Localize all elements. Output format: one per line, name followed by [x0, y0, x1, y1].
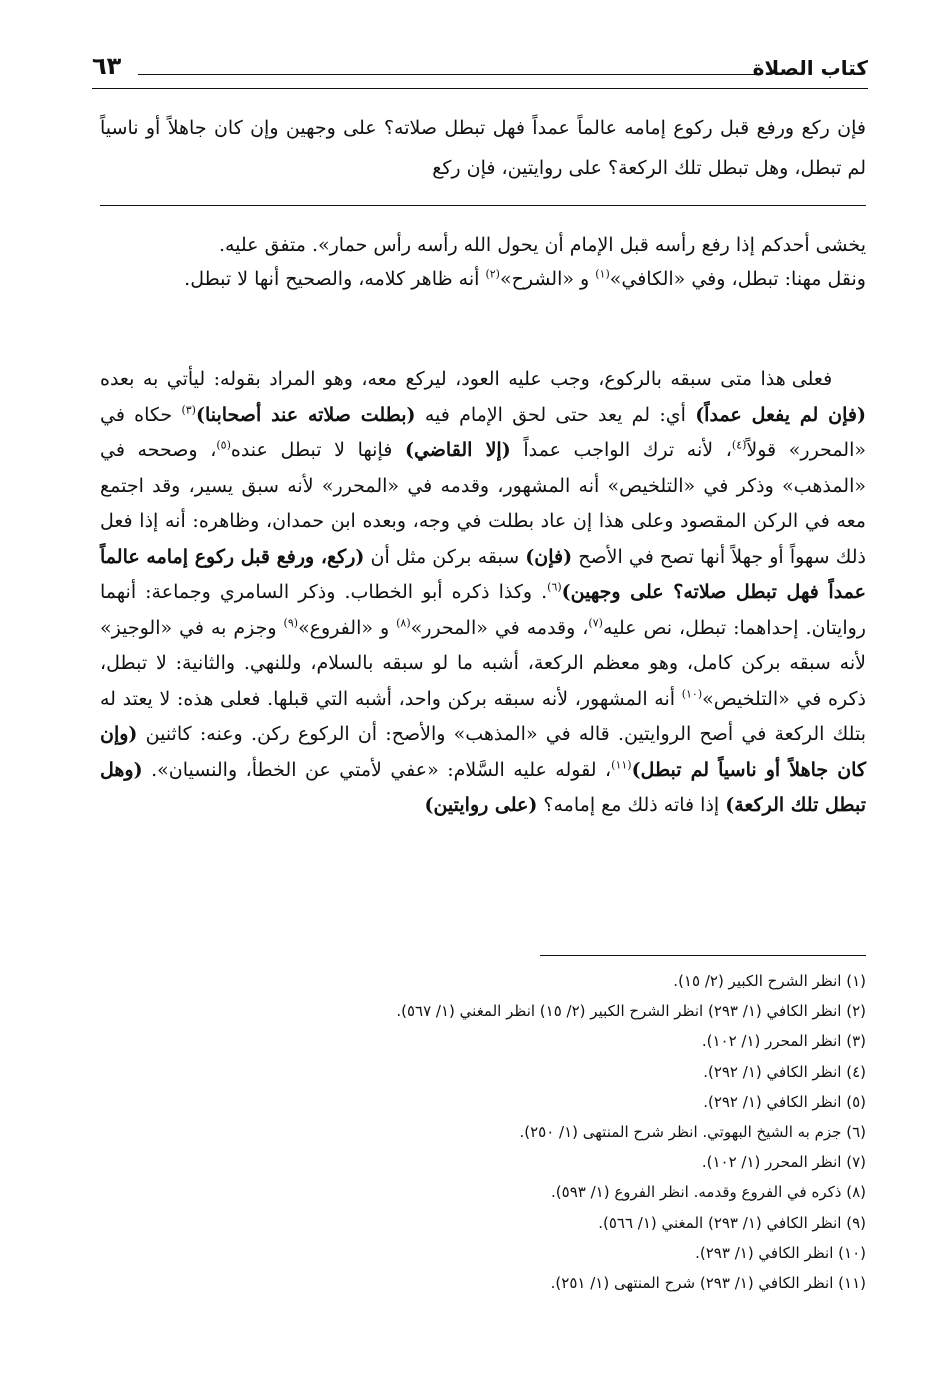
commentary-text: إذا فاته ذلك مع إمامه؟	[537, 794, 726, 816]
commentary-text: سبقه بركن مثل أن	[364, 545, 526, 568]
footnotes-list	[86, 966, 866, 1298]
commentary-paragraph	[100, 362, 866, 824]
commentary-text: أنه المشهور، لأنه سبقه بركن واحد، أشبه التي قبلها. فعلى هذه: لا يعتد له بتلك الركعة في أصح الروايتين. قاله في «المذهب» والأصح: أن الركوع ركن. وعنه: كاثنين	[100, 687, 866, 745]
matn-quote: (فإن لم يفعل عمداً)	[695, 403, 866, 426]
commentary-text: وجزم به في «الوجيز» لأنه سبقه بركن كامل، وهو معظم الركعة، أشبه ما لو سبقه بالسلام، وللنهي. والثانية: لا تبطل، ذكره في «التلخيص»	[100, 616, 866, 710]
footnote-ref: (١)	[595, 267, 610, 281]
matn-quote: (إلا القاضي)	[404, 439, 511, 461]
footnote-item: (١) انظر الشرح الكبير (٢/ ١٥).	[673, 972, 866, 990]
matn-quote: (ركع، ورفع قبل ركوع إمامه عالماً عمداً فهل تبطل صلاته؟ على وجهين)	[100, 545, 866, 603]
footnote-item: (٢) انظر الكافي (١/ ٢٩٣) انظر الشرح الكبير (٢/ ١٥) انظر المغني (١/ ٥٦٧).	[396, 1002, 866, 1021]
header-rule	[138, 74, 756, 75]
footnote-item: (١١) انظر الكافي (١/ ٢٩٣) شرح المنتهى (١/ ٢٥١).	[550, 1274, 866, 1293]
footnote-ref: (٤)	[731, 438, 747, 452]
matn-quote: (وهل تبطل تلك الركعة)	[100, 758, 866, 816]
matn-quote: (وإن كان جاهلاً أو ناسياً لم تبطل)	[100, 723, 866, 781]
book-title: كتاب الصلاة	[752, 56, 868, 80]
page-number: ٦٣	[92, 52, 122, 80]
commentary-text: و «الفروع»	[298, 616, 397, 639]
commentary-text: ، لقوله عليه السَّلام: «عفي لأمتي عن الخطأ، والنسيان».	[142, 758, 612, 781]
hadith-text: ونقل مهنا: تبطل، وفي «الكافي»	[609, 268, 866, 290]
footnote-item: (٨) ذكره في الفروع وقدمه. انظر الفروع (١/ ٥٩٣).	[551, 1183, 866, 1202]
hadith-text: و «الشرح»	[499, 268, 596, 290]
matn-quote: (فإن)	[525, 545, 573, 568]
footnote-ref: (٩)	[283, 616, 299, 630]
commentary-text: أي: لم يعد حتى لحق الإمام فيه	[415, 403, 696, 426]
matn-quote: (على روايتين)	[424, 794, 538, 816]
footnote-item: (٩) انظر الكافي (١/ ٢٩٣) المغني (١/ ٥٦٦).	[598, 1213, 866, 1232]
footnote-ref: (٨)	[396, 616, 411, 630]
commentary-body	[100, 362, 866, 824]
matn-paragraph: فإن ركع ورفع قبل ركوع إمامه عالماً عمداً فهل تبطل صلاته؟ على وجهين وإن كان جاهلاً أو ناسياً لم تبطل، وهل تبطل تلك الركعة؟ على روايتين، فإن ركع	[100, 117, 866, 179]
footnote-item: (٣) انظر المحرر (١/ ١٠٢).	[701, 1032, 866, 1051]
footnote-item: (٦) جزم به الشيخ البهوتي. انظر شرح المنتهى (١/ ٢٥٠).	[519, 1123, 866, 1142]
matn-separator	[100, 205, 866, 206]
commentary-text: حكاه في «المحرر» قولاً	[100, 403, 866, 461]
commentary-text: ، وصححه في «المذهب» وذكر في «التلخيص» أنه المشهور، وقدمه في «المحرر» لأنه سبق يسير، وقد اجتمع معه في الركن المقصود وعلى هذا إن عاد بطلت في وجه، وبعده ابن حمدان، وظاهره: أنه إذا فعل ذلك سهواً أو جهلاً أنها تصح في الأصح	[100, 439, 866, 568]
commentary-text: . وكذا ذكره أبو الخطاب. وذكر السامري وجماعة: أنهما روايتان. إحداهما: تبطل، نص عليه	[100, 581, 866, 639]
footnote-item: (٥) انظر الكافي (١/ ٢٩٢).	[703, 1092, 866, 1111]
commentary-text: ، لأنه ترك الواجب عمداً	[510, 439, 732, 461]
matn-quote: (بطلت صلاته عند أصحابنا)	[195, 403, 416, 426]
footnote-ref: (٦)	[547, 580, 562, 594]
hadith-paragraph	[100, 228, 866, 296]
footnote-ref: (٧)	[588, 616, 603, 630]
footnote-item: (١٠) انظر الكافي (١/ ٢٩٣).	[695, 1243, 866, 1262]
footnote-item: (٧) انظر المحرر (١/ ١٠٢).	[701, 1153, 866, 1172]
footnote-ref: (٥)	[216, 438, 231, 452]
footnote-ref: (١١)	[611, 758, 632, 772]
footnote-ref: (٢)	[485, 267, 500, 281]
footnote-ref: (١٠)	[681, 687, 703, 701]
commentary-text: ، وقدمه في «المحرر»	[410, 616, 589, 639]
hadith-text: أنه ظاهر كلامه، والصحيح أنها لا تبطل.	[184, 268, 486, 290]
header-underline	[92, 88, 868, 89]
hadith-line-1: يخشى أحدكم إذا رفع رأسه قبل الإمام أن يحول الله رأسه رأس حمار». متفق عليه.	[218, 234, 866, 256]
commentary-text: فإنها لا تبطل عنده	[230, 439, 405, 461]
footnote-separator	[540, 955, 866, 956]
matn-text	[100, 108, 866, 188]
commentary-text: فعلى هذا متى سبقه بالركوع، وجب عليه العود، ليركع معه، وهو المراد بقوله: ليأتي به بعده	[100, 368, 833, 390]
footnote-ref: (٣)	[181, 403, 196, 417]
footnote-item: (٤) انظر الكافي (١/ ٢٩٢).	[703, 1062, 866, 1081]
hadith-line-2	[100, 262, 866, 296]
running-header	[92, 52, 868, 88]
